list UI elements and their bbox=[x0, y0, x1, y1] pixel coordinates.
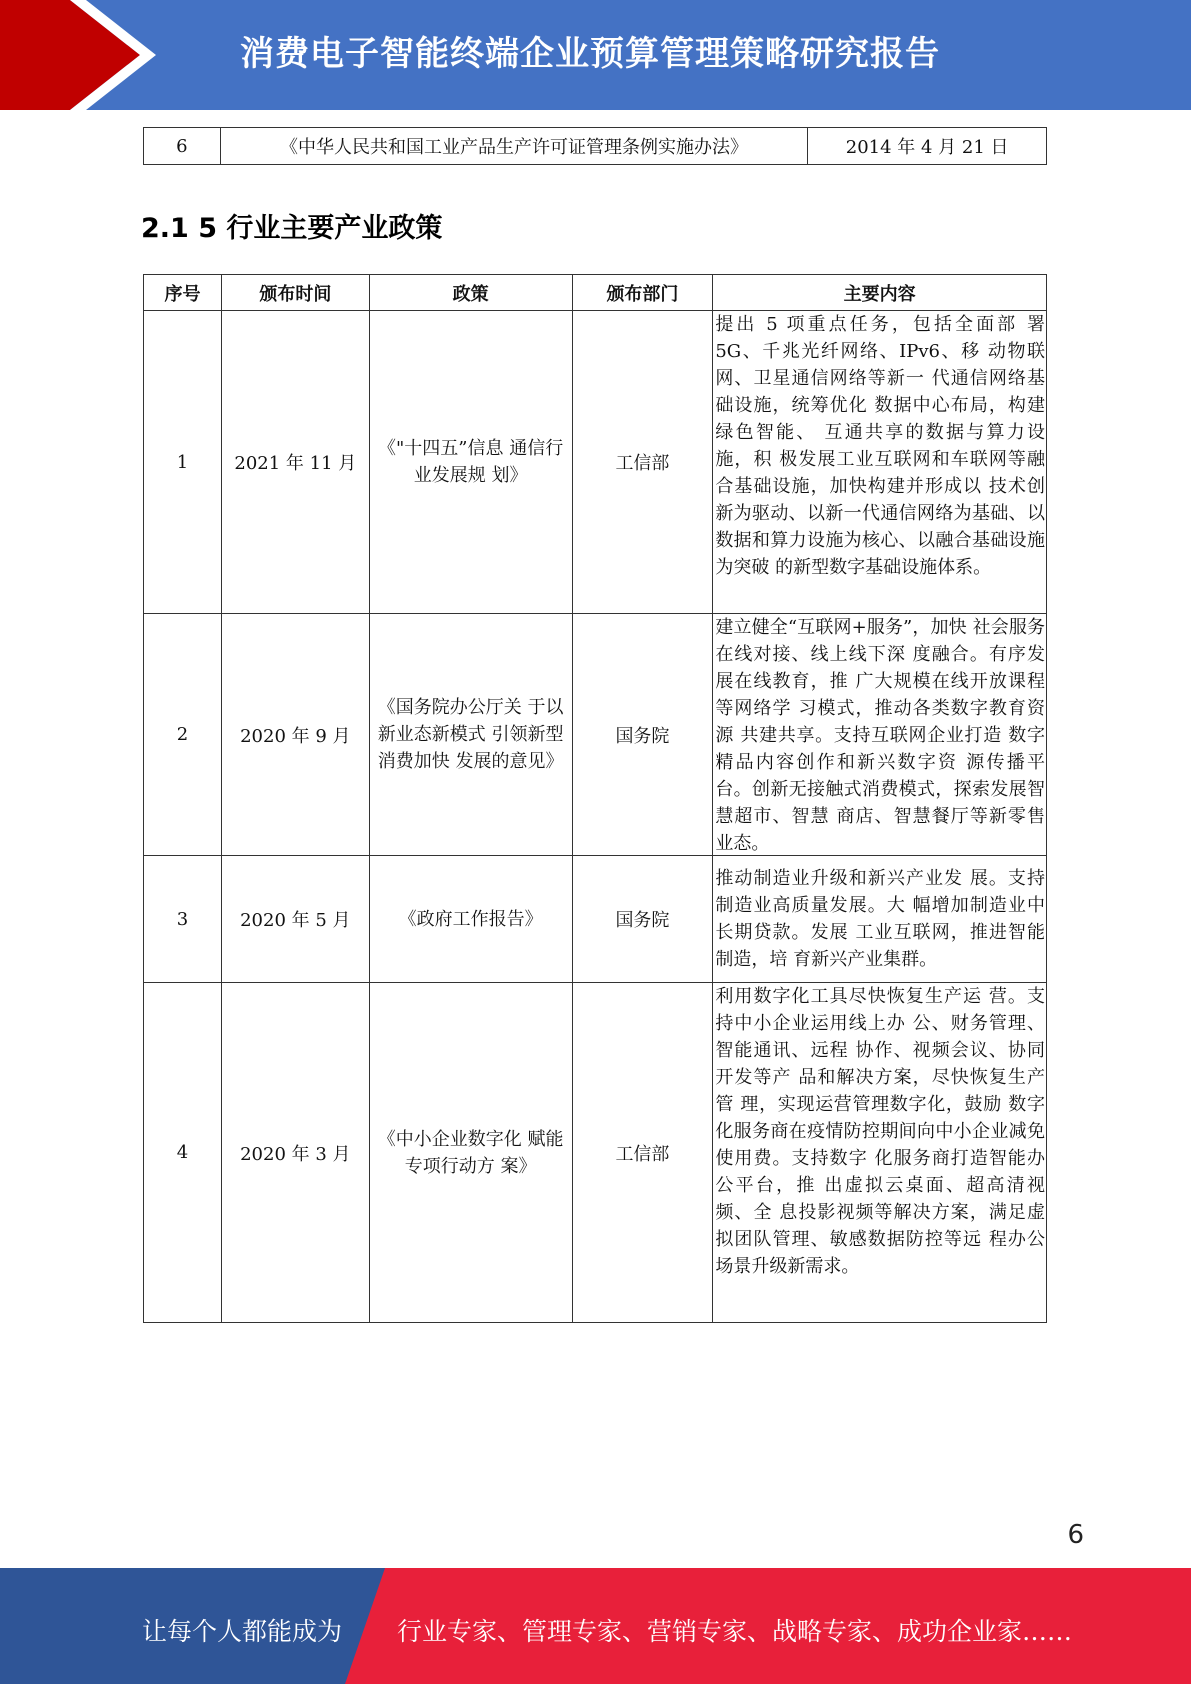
law-date: 2014 年 4 月 21 日 bbox=[808, 128, 1047, 165]
header-department: 颁布部门 bbox=[572, 275, 713, 311]
row-policy: 《中小企业数字化 赋能专项行动方 案》 bbox=[369, 983, 572, 1323]
row-index: 2 bbox=[144, 614, 222, 856]
law-table-continued bbox=[143, 127, 1047, 165]
header-index: 序号 bbox=[144, 275, 222, 311]
row-content-text: 提出 5 项重点任务，包括全面部 署 5G、千兆光纤网络、IPv6、移 动物联网、卫星通信网络等新一 代通信网络基础设施，统筹优化 数据中心布局，构建绿色智能、 互通共享的数据与算力设施，积 极发展工业互联网和车联网等融 合基础设施，加快构建并形成以 技术创新为驱动、以新一代通信网络为基础、以数据和算力设施为核心、以融合基础设施为突破 的新型数字基础设施体系。 bbox=[715, 314, 1045, 578]
footer-slogan-left: 让每个人都能成为 bbox=[142, 1617, 343, 1646]
row-content bbox=[713, 983, 1047, 1323]
header-date: 颁布时间 bbox=[221, 275, 369, 311]
row-department: 国务院 bbox=[572, 856, 713, 983]
row-department: 国务院 bbox=[572, 614, 713, 856]
row-date: 2021 年 11 月 bbox=[221, 311, 369, 614]
footer-banner bbox=[0, 1568, 1191, 1684]
header-banner bbox=[0, 0, 1191, 110]
table-row bbox=[144, 128, 1047, 165]
table-row bbox=[144, 311, 1047, 614]
row-policy: 《国务院办公厅关 于以新业态新模式 引领新型消费加快 发展的意见》 bbox=[369, 614, 572, 856]
header-content: 主要内容 bbox=[713, 275, 1047, 311]
row-date: 2020 年 5 月 bbox=[221, 856, 369, 983]
page-number: 6 bbox=[1067, 1520, 1084, 1550]
law-name: 《中华人民共和国工业产品生产许可证管理条例实施办法》 bbox=[220, 128, 808, 165]
footer-slogan-right: 行业专家、管理专家、营销专家、战略专家、成功企业家…… bbox=[397, 1617, 1073, 1646]
header-policy: 政策 bbox=[369, 275, 572, 311]
row-content bbox=[713, 856, 1047, 983]
table-row bbox=[144, 983, 1047, 1323]
row-content bbox=[713, 311, 1047, 614]
row-content-text: 推动制造业升级和新兴产业发 展。支持制造业高质量发展。大 幅增加制造业中长期贷款。发展 工业互联网，推进智能制造，培 育新兴产业集群。 bbox=[715, 868, 1045, 970]
row-content-text: 建立健全“互联网+服务”，加快 社会服务在线对接、线上线下深 度融合。有序发展在线教育，推 广大规模在线开放课程等网络学 习模式，推动各类数字教育资源 共建共享。支持互联网企业打造 数字精品内容创作和新兴数字资 源传播平台。创新无接触式消费模式，探索发展智慧超市、智慧 商店、智慧餐厅等新零售业态。 bbox=[715, 617, 1045, 854]
report-title: 消费电子智能终端企业预算管理策略研究报告 bbox=[240, 34, 940, 74]
row-index: 3 bbox=[144, 856, 222, 983]
policy-table bbox=[143, 274, 1047, 1323]
row-date: 2020 年 3 月 bbox=[221, 983, 369, 1323]
table-row bbox=[144, 614, 1047, 856]
table-row bbox=[144, 856, 1047, 983]
table-header-row bbox=[144, 275, 1047, 311]
row-date: 2020 年 9 月 bbox=[221, 614, 369, 856]
row-index: 6 bbox=[144, 128, 221, 165]
row-index: 4 bbox=[144, 983, 222, 1323]
section-title: 2.1 5 行业主要产业政策 bbox=[141, 213, 443, 244]
row-department: 工信部 bbox=[572, 311, 713, 614]
row-content-text: 利用数字化工具尽快恢复生产运 营。支持中小企业运用线上办 公、财务管理、智能通讯、远程 协作、视频会议、协同开发等产 品和解决方案，尽快恢复生产管 理，实现运营管理数字化，鼓励 数字化服务商在疫情防控期间向中小企业减免使用费。支持数字 化服务商打造智能办公平台，推 出虚拟云桌面、超高清视频、全 息投影视频等解决方案，满足虚 拟团队管理、敏感数据防控等远 程办公场景升级新需求。 bbox=[715, 986, 1045, 1277]
row-department: 工信部 bbox=[572, 983, 713, 1323]
row-policy: 《政府工作报告》 bbox=[369, 856, 572, 983]
row-content bbox=[713, 614, 1047, 856]
row-index: 1 bbox=[144, 311, 222, 614]
row-policy: 《"十四五”信息 通信行业发展规 划》 bbox=[369, 311, 572, 614]
